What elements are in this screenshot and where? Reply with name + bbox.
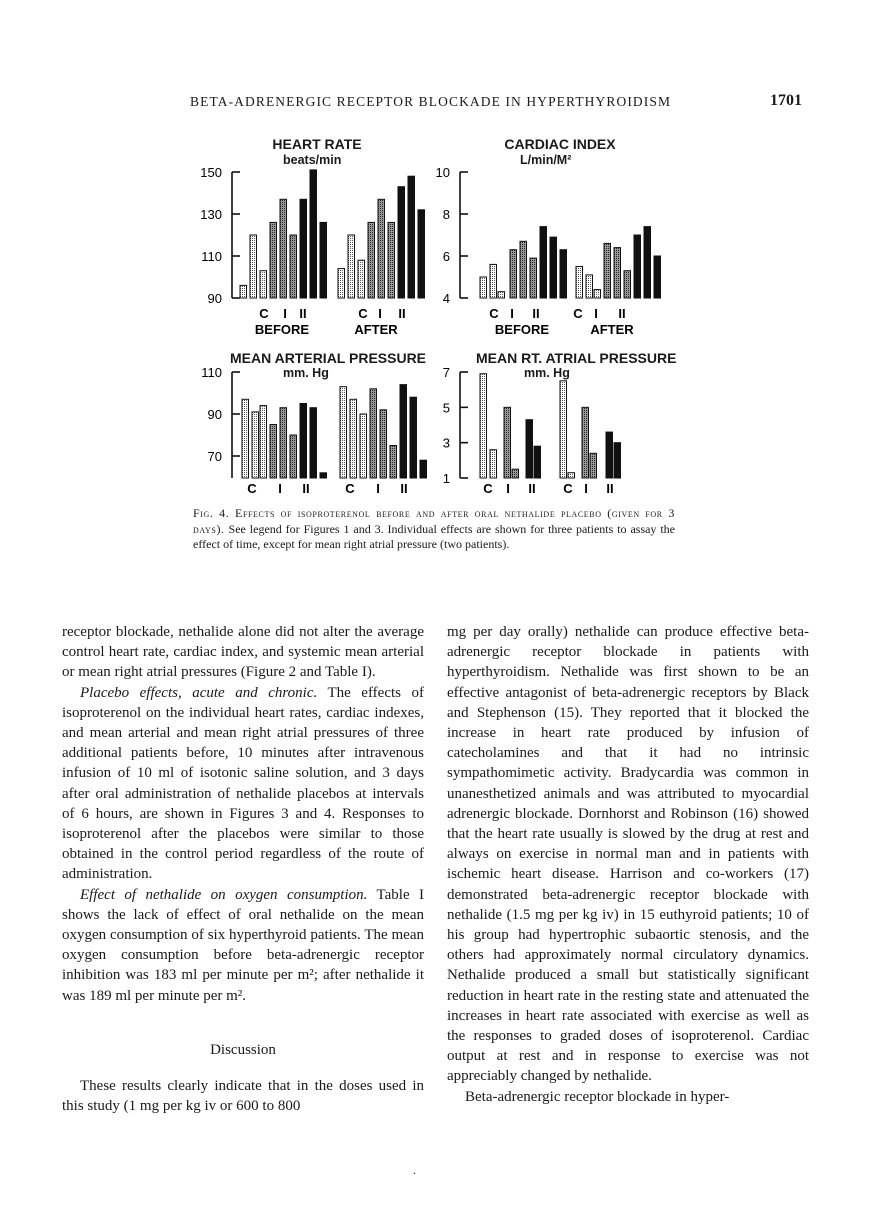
right-paragraph-1: mg per day orally) nethalide can produce effective beta-adrenergic receptor blockade in patients with hyperthyroidism. Nethalide was first shown to be an effective antagonist of beta-adrenergic receptors by Black and Stephenson (15). They reported that it blocked the increase in heart rate produced by infusion of catecholamines and that it had no intrinsic sympathomimetic activity. Bradycardia was common in unanesthetized animals and was attributed to myocardial adrenergic blockade. Dornhorst and Robinson (16) showed that the heart rate usually is slowed by the drug at rest and always on exercise in normal man and in patients with ischemic heart disease. Harrison and co-workers (17) demonstrated beta-adrenergic receptor blockade with nethalide (1.5 mg per kg iv) in 15 euthyroid patients; 10 of his group had hypertrophic subaortic stenosis, and the others had approximately normal circulatory dynamics. Nethalide produced a small but statistically significant reduction in heart rate in the resting state and attenuated the increases in heart rate associated with exercise as well as the responses to graded doses of isoproterenol. Cardiac output at rest and in response to exercise was not appreciably changed by nethalide.: [447, 624, 809, 1085]
bar: [590, 453, 597, 478]
y-tick-label: 8: [442, 207, 450, 222]
group-label: C: [483, 481, 493, 496]
group-label: II: [398, 306, 406, 321]
bar: [534, 446, 541, 478]
figure-caption: [193, 506, 675, 553]
caption-prefix: Fig. 4. Effects of isoproterenol before and after oral nethalide placebo (given for 3 days).: [193, 506, 675, 536]
y-tick-label: 6: [442, 249, 450, 264]
bar: [480, 277, 487, 298]
cardiac-index-unit: L/min/M²: [520, 153, 572, 167]
bar: [290, 435, 297, 478]
bar: [380, 410, 387, 478]
bar: [370, 389, 377, 478]
bar: [560, 381, 567, 478]
y-tick-label: 90: [207, 407, 222, 422]
section-label: AFTER: [354, 322, 398, 337]
bar: [310, 170, 317, 298]
bar: [410, 397, 417, 478]
heart-rate-unit: beats/min: [283, 153, 342, 167]
bar: [654, 256, 661, 298]
group-label: I: [283, 306, 287, 321]
left-column: [62, 622, 424, 1116]
bar: [280, 199, 287, 298]
bar: [504, 407, 511, 478]
oxygen-heading: Effect of nethalide on oxygen consumption.: [80, 886, 368, 903]
bar: [320, 473, 327, 478]
rap-svg: [430, 360, 680, 500]
left-paragraph-3: [62, 885, 424, 1006]
bar: [576, 267, 583, 299]
group-label: II: [618, 306, 626, 321]
bar: [350, 399, 357, 478]
group-label: I: [506, 481, 510, 496]
heart-rate-svg: [180, 160, 430, 340]
group-label: II: [299, 306, 307, 321]
bar: [420, 460, 427, 478]
heart-rate-chart: [180, 160, 430, 345]
group-label: II: [606, 481, 614, 496]
bar: [260, 406, 267, 478]
bar: [252, 412, 259, 478]
bar: [398, 187, 405, 298]
map-svg: [180, 360, 430, 500]
bar: [480, 374, 487, 478]
y-tick-label: 1: [442, 471, 450, 486]
bar: [280, 408, 287, 478]
y-tick-label: 110: [201, 365, 222, 380]
y-tick-label: 130: [200, 207, 222, 222]
bar: [526, 420, 533, 478]
page-number: 1701: [770, 92, 802, 109]
y-tick-label: 10: [435, 165, 450, 180]
bar: [644, 227, 651, 298]
y-tick-label: 5: [442, 400, 450, 416]
bar: [300, 199, 307, 298]
bar: [614, 443, 621, 478]
group-label: II: [528, 481, 536, 496]
caption-body: See legend for Figures 1 and 3. Individual effects are shown for three patients to assay the effect of time, except for mean right atrial pressure (two patients).: [193, 521, 675, 551]
bar: [604, 243, 611, 298]
section-label: BEFORE: [254, 322, 310, 337]
left-paragraph-2: [62, 683, 424, 885]
running-head: BETA-ADRENERGIC RECEPTOR BLOCKADE IN HYPERTHYROIDISM: [190, 94, 672, 109]
bar: [300, 404, 307, 479]
group-label: II: [400, 481, 408, 496]
bar: [242, 399, 249, 478]
bar: [378, 199, 385, 298]
bar: [338, 269, 345, 298]
bar: [520, 241, 527, 298]
bar: [270, 222, 277, 298]
oxygen-body: Table I shows the lack of effect of oral nethalide on the mean oxygen consumption of six hyperthyroid patients. The mean oxygen consumption before beta-adrenergic receptor inhibition was 183 ml per minute per m²; after nethalide it was 189 ml per minute per m².: [62, 886, 425, 1004]
group-label: I: [594, 306, 598, 321]
y-tick-label: 70: [207, 449, 222, 464]
bar: [594, 290, 601, 298]
group-label: I: [376, 481, 380, 496]
group-label: I: [510, 306, 514, 321]
bar: [260, 271, 267, 298]
heart-rate-title: HEART RATE: [272, 136, 362, 152]
y-tick-label: 3: [442, 435, 450, 451]
y-tick-label: 7: [442, 365, 450, 380]
bar: [340, 387, 347, 478]
bar: [490, 264, 497, 298]
bar: [408, 176, 415, 298]
rap-title: MEAN RT. ATRIAL PRESSURE: [476, 350, 677, 366]
bar: [320, 222, 327, 298]
map-unit: mm. Hg: [283, 366, 329, 380]
left-paragraph-4: These results clearly indicate that in the doses used in this study (1 mg per kg iv or 600 to 800: [62, 1078, 424, 1115]
bar: [368, 222, 375, 298]
bar: [290, 235, 297, 298]
rap-unit: mm. Hg: [524, 366, 570, 380]
group-label: C: [563, 481, 573, 496]
y-tick-label: 110: [201, 249, 222, 264]
group-label: C: [358, 306, 368, 321]
bar: [390, 446, 397, 479]
bar: [510, 250, 517, 298]
cardiac-index-svg: [430, 160, 680, 340]
bar: [498, 292, 505, 298]
bar: [360, 414, 367, 478]
bar: [490, 450, 497, 478]
bar: [568, 473, 575, 478]
group-label: C: [489, 306, 499, 321]
group-label: C: [573, 306, 583, 321]
bar: [348, 235, 355, 298]
right-column: [447, 622, 809, 1107]
bar: [606, 432, 613, 478]
bar: [240, 285, 247, 298]
bar: [614, 248, 621, 298]
bar: [586, 275, 593, 298]
cardiac-index-title: CARDIAC INDEX: [504, 136, 616, 152]
group-label: I: [584, 481, 588, 496]
group-label: II: [532, 306, 540, 321]
bar: [530, 258, 537, 298]
bar: [388, 222, 395, 298]
group-label: I: [378, 306, 382, 321]
bar: [310, 408, 317, 478]
bar: [270, 425, 277, 479]
y-tick-label: 4: [442, 291, 450, 306]
group-label: C: [345, 481, 355, 496]
section-label: AFTER: [590, 322, 634, 337]
left-paragraph-1: receptor blockade, nethalide alone did not alter the average control heart rate, cardiac index, and systemic mean arterial or mean right atrial pressures (Figure 2 and Table I).: [62, 624, 424, 681]
bar: [418, 210, 425, 298]
bar: [250, 235, 257, 298]
bar: [582, 407, 589, 478]
placebo-heading: Placebo effects, acute and chronic.: [80, 684, 318, 701]
y-tick-label: 90: [207, 291, 222, 306]
bar: [512, 469, 519, 478]
bar: [560, 250, 567, 298]
group-label: C: [259, 306, 269, 321]
cardiac-index-chart: [430, 160, 680, 345]
bar: [550, 237, 557, 298]
group-label: I: [278, 481, 282, 496]
group-label: II: [302, 481, 310, 496]
placebo-body: The effects of isoproterenol on the individual heart rates, cardiac indexes, and mean arterial and mean right atrial pressures of three additional patients before, 10 minutes after intravenous infusion of 10 ml of isotonic saline solution, and 3 days after oral administration of nethalide placebos at intervals of 6 hours, are shown in Figures 3 and 4. Responses to isoproterenol after the placebos were similar to those obtained in the control period regardless of the route of administration.: [62, 684, 424, 883]
bar: [400, 385, 407, 478]
discussion-heading: Discussion: [210, 1041, 276, 1058]
bar: [540, 227, 547, 298]
footer-mark: .: [413, 1163, 416, 1177]
map-chart: [180, 360, 430, 505]
rap-chart: [430, 360, 680, 505]
bar: [358, 260, 365, 298]
y-tick-label: 150: [200, 165, 222, 180]
bar: [634, 235, 641, 298]
bar: [624, 271, 631, 298]
map-title: MEAN ARTERIAL PRESSURE: [230, 350, 427, 366]
section-label: BEFORE: [494, 322, 550, 337]
right-paragraph-2: Beta-adrenergic receptor blockade in hyper-: [465, 1088, 730, 1105]
group-label: C: [247, 481, 257, 496]
